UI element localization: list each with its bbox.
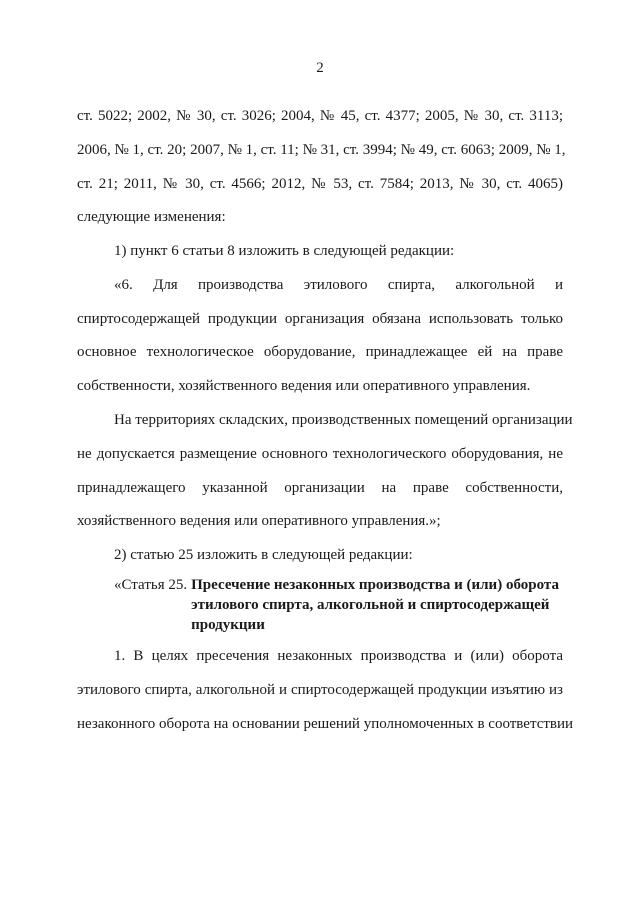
article-heading-title: [191, 575, 559, 635]
article-heading-title-line: Пресечение незаконных производства и (или) оборота: [191, 577, 559, 593]
text-line: этилового спирта, алкогольной и спиртосодержащей продукции изъятию из: [77, 682, 563, 698]
article-heading: [114, 575, 563, 635]
text-line: основное технологическое оборудование, принадлежащее ей на праве: [77, 344, 563, 360]
text-line: 2) статью 25 изложить в следующей редакции:: [114, 547, 413, 563]
text-line: следующие изменения:: [77, 209, 226, 225]
text-line: ст. 5022; 2002, № 30, ст. 3026; 2004, № 45, ст. 4377; 2005, № 30, ст. 3113;: [77, 108, 563, 124]
text-line: не допускается размещение основного технологического оборудования, не: [77, 446, 563, 462]
text-line: 1) пункт 6 статьи 8 изложить в следующей редакции:: [114, 243, 455, 259]
text-line: незаконного оборота на основании решений уполномоченных в соответствии: [77, 716, 574, 732]
text-line: На территориях складских, производственных помещений организации: [114, 412, 573, 428]
text-line: 1. В целях пресечения незаконных производства и (или) оборота: [114, 648, 563, 664]
text-line: хозяйственного ведения или оперативного управления.»;: [77, 513, 441, 529]
text-line: принадлежащего указанной организации на праве собственности,: [77, 480, 563, 496]
text-line: собственности, хозяйственного ведения или оперативного управления.: [77, 378, 531, 394]
article-heading-title-line: продукции: [191, 617, 265, 633]
text-line: «6. Для производства этилового спирта, алкогольной и: [114, 277, 563, 293]
article-heading-prefix: «Статья 25.: [114, 577, 188, 593]
article-heading-title-line: этилового спирта, алкогольной и спиртосодержащей: [191, 597, 550, 613]
text-line: 2006, № 1, ст. 20; 2007, № 1, ст. 11; № 31, ст. 3994; № 49, ст. 6063; 2009, № 1,: [77, 142, 566, 158]
page-number: 2: [316, 60, 324, 76]
text-line: ст. 21; 2011, № 30, ст. 4566; 2012, № 53, ст. 7584; 2013, № 30, ст. 4065): [77, 176, 563, 192]
text-line: спиртосодержащей продукции организация обязана использовать только: [77, 311, 563, 327]
